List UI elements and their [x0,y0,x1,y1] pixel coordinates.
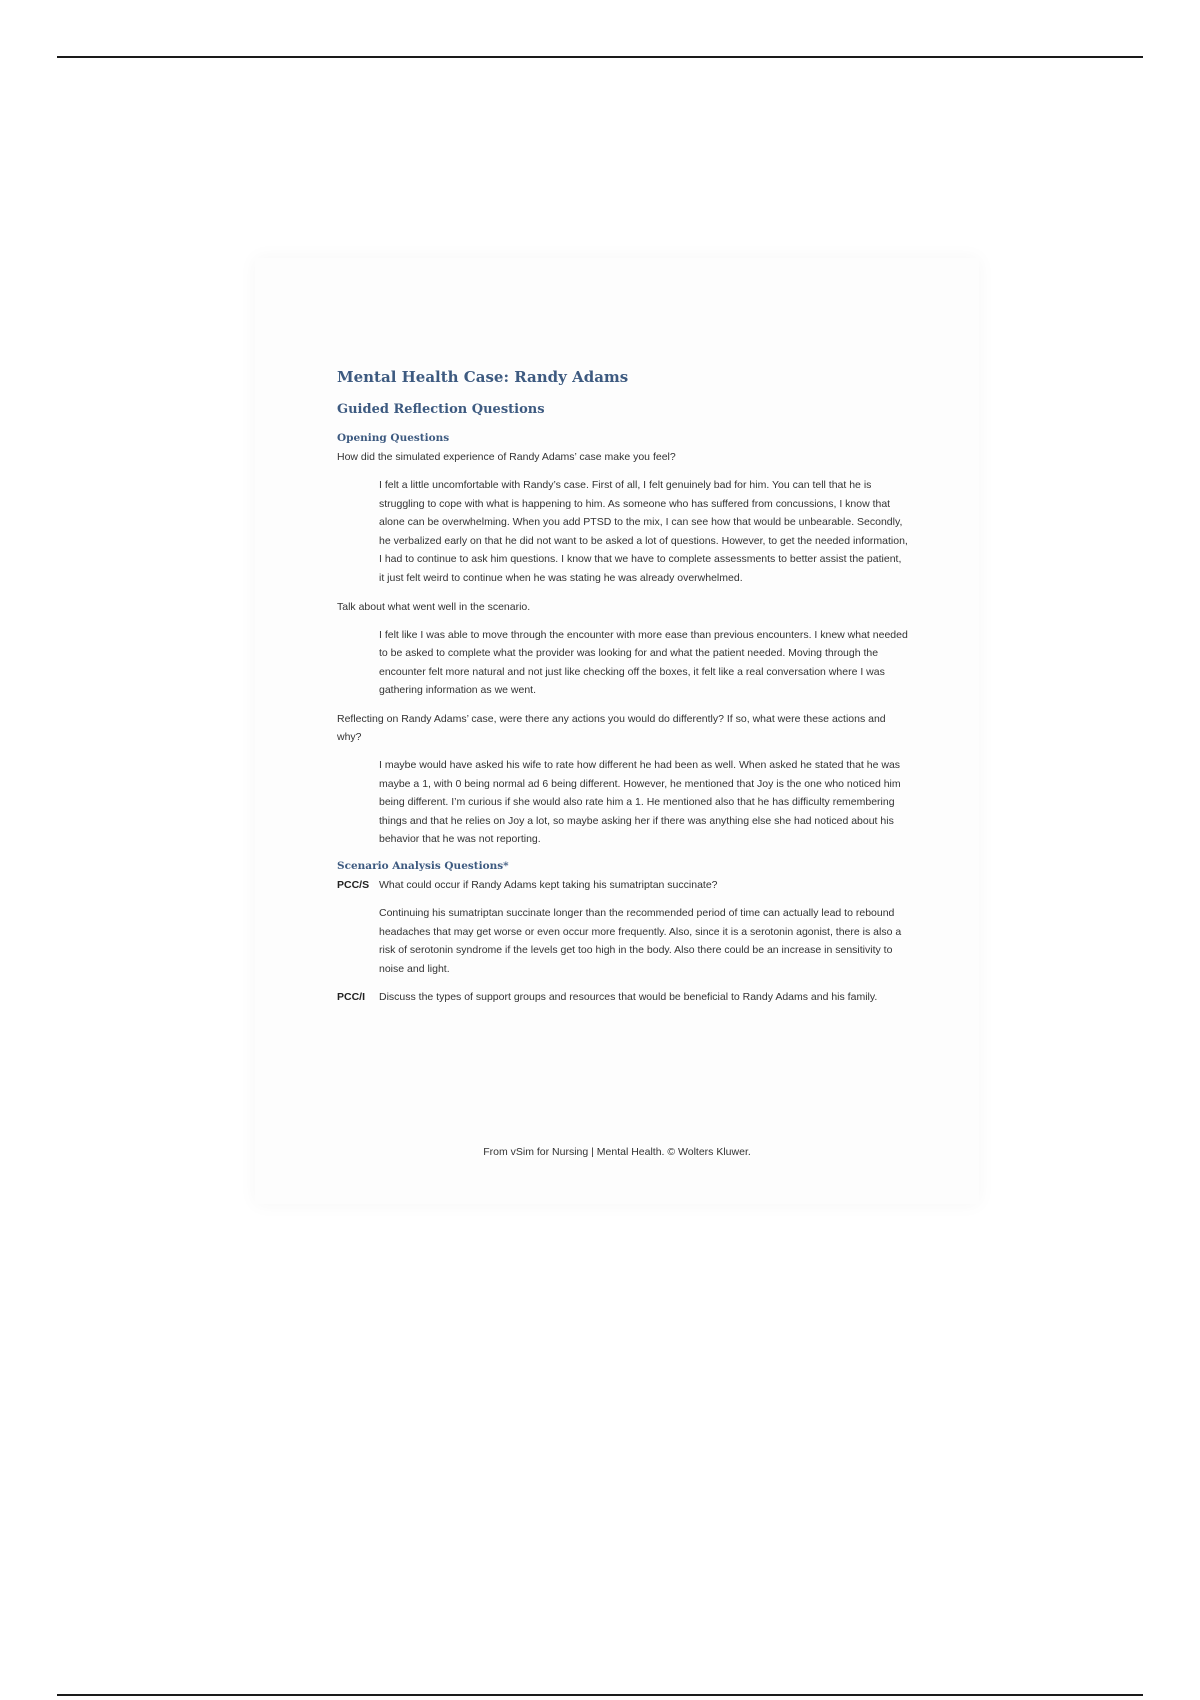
top-divider [57,56,1143,58]
scenario-question-1 [337,876,909,894]
scenario-question-label: PCC/I [337,991,366,1004]
opening-question-2: Talk about what went well in the scenario. [337,600,531,613]
opening-question-3: Reflecting on Randy Adams’ case, were there any actions you would do differently? If so, what were these actions and why? [337,712,886,743]
opening-questions-heading: Opening Questions [337,432,450,444]
scenario-question-label: PCC/S [337,878,370,891]
scenario-analysis-heading: Scenario Analysis Questions* [337,859,509,872]
bottom-divider [57,1694,1143,1696]
document-subtitle: Guided Reflection Questions [337,402,545,417]
document-footer: From vSim for Nursing | Mental Health. © Wolters Kluwer. [483,1146,751,1158]
scenario-question-text: What could occur if Randy Adams kept taking his sumatriptan succinate? [379,878,718,891]
scenario-answer-1: Continuing his sumatriptan succinate longer than the recommended period of time can actually lead to rebound headaches that may get worse or even occur more frequently. Also, since it is a serotonin agonist, there is also a risk of serotonin syndrome if the levels get too high in the body. Also there could be an increase in sensitivity to noise and light. [379,906,902,975]
opening-answer-1: I felt a little uncomfortable with Randy’s case. First of all, I felt genuinely bad for him. You can tell that he is struggling to cope with what is happening to him. As someone who has suffered from concussions, I know that alone can be overwhelming. When you add PTSD to the mix, I can see how that would be unbearable. Secondly, he verbalized early on that he did not want to be asked a lot of questions. However, to get the needed information, I had to continue to ask him questions. I know that we have to complete assessments to better assist the patient, it just felt weird to continue when he was stating he was already overwhelmed. [379,479,908,584]
opening-answer-3: I maybe would have asked his wife to rate how different he had been as well. When asked he stated that he was maybe a 1, with 0 being normal ad 6 being different. However, he mentioned that Joy is the one who noticed him being different. I’m curious if she would also rate him a 1. He mentioned also that he has difficulty remembering things and that he relies on Joy a lot, so maybe asking her if there was anything else she had noticed about his behavior that he was not reporting. [379,758,901,846]
scenario-question-text: Discuss the types of support groups and resources that would be beneficial to Randy Adams and his family. [379,991,878,1004]
opening-answer-2: I felt like I was able to move through the encounter with more ease than previous encounters. I knew what needed to be asked to complete what the provider was looking for and what the patient needed. Moving through the encounter felt more natural and not just like checking off the boxes, it felt like a real conversation where I was gathering information as we went. [379,628,908,697]
opening-question-1: How did the simulated experience of Randy Adams’ case make you feel? [337,451,676,463]
scenario-question-2 [337,988,909,1006]
document-content [337,368,909,1016]
document-title: Mental Health Case: Randy Adams [337,368,629,386]
document-page [255,258,979,1204]
